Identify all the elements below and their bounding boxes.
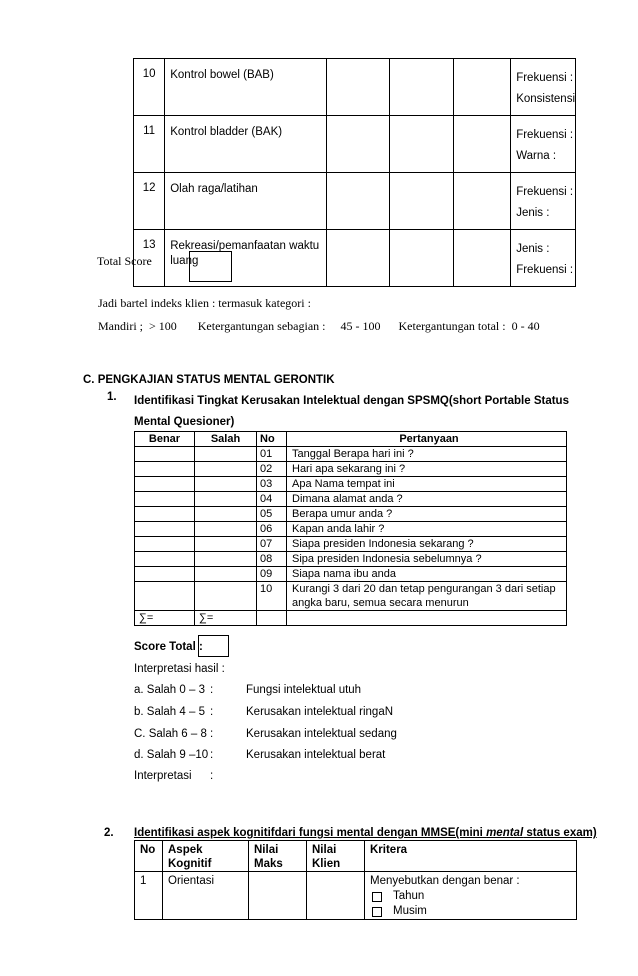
score-total-box[interactable] [198, 635, 229, 657]
interp-colon: : [210, 749, 214, 761]
question-text: Siapa nama ibu anda [287, 567, 567, 582]
item2-title-post: status exam) [523, 827, 597, 839]
header-benar: Benar [135, 432, 195, 447]
benar-cell[interactable] [135, 582, 195, 611]
salah-cell[interactable] [195, 492, 257, 507]
interp-range: Interpretasi [134, 770, 192, 782]
table-row [135, 507, 567, 522]
question-text: Dimana alamat anda ? [287, 492, 567, 507]
item1-title: Identifikasi Tingkat Kerusakan Intelektual dengan SPSMQ(short Portable Status Mental Quesioner) [134, 395, 569, 428]
question-no: 08 [257, 552, 287, 567]
activity-note [511, 173, 576, 230]
note-line: Frekuensi : [516, 186, 574, 198]
score-cell[interactable] [390, 230, 454, 287]
total-score-box[interactable] [189, 251, 232, 282]
question-no: 01 [257, 447, 287, 462]
spsmq-sum-row [135, 611, 567, 626]
score-cell[interactable] [390, 59, 454, 116]
interp-colon: : [210, 684, 214, 696]
option-label: Tahun [393, 890, 425, 902]
activity-name: Olah raga/latihan [165, 173, 327, 230]
total-score-label: Total Score [97, 254, 152, 268]
option-label: Musim [393, 905, 427, 917]
question-text: Sipa presiden Indonesia sebelumnya ? [287, 552, 567, 567]
header-pertanyaan: Pertanyaan [287, 432, 567, 447]
note-line: Frekuensi : [516, 129, 574, 141]
note-line: Jenis : [516, 243, 550, 255]
item2-title-italic: mental [486, 827, 524, 839]
question-no: 09 [257, 567, 287, 582]
score-cell[interactable] [454, 116, 511, 173]
mmse-table [134, 840, 577, 920]
table-row [134, 173, 576, 230]
question-no: 06 [257, 522, 287, 537]
interp-desc: Kerusakan intelektual berat [246, 749, 386, 761]
benar-cell[interactable] [135, 567, 195, 582]
note-line: Jenis : [516, 207, 550, 219]
sum-no-empty [257, 611, 287, 626]
table-row [135, 567, 567, 582]
table-row [135, 582, 567, 611]
checkbox-icon[interactable] [372, 892, 382, 902]
section-c-heading: C. PENGKAJIAN STATUS MENTAL GERONTIK [83, 374, 335, 386]
item2-title-pre: Identifikasi aspek kognitifdari fungsi mental dengan MMSE(mini [134, 827, 487, 839]
item2-title [134, 827, 597, 839]
benar-cell[interactable] [135, 477, 195, 492]
mmse-header-no: No [135, 841, 163, 872]
question-text: Siapa presiden Indonesia sekarang ? [287, 537, 567, 552]
sum-salah[interactable]: ∑= [195, 611, 257, 626]
activity-name: Kontrol bowel (BAB) [165, 59, 327, 116]
mmse-table-body [135, 872, 577, 920]
mmse-nilai-klien[interactable] [307, 872, 365, 920]
mmse-header-nilai-maks: Nilai Maks [249, 841, 307, 872]
activity-no: 12 [134, 173, 165, 230]
score-cell[interactable] [454, 230, 511, 287]
question-no: 10 [257, 582, 287, 611]
question-text: Kurangi 3 dari 20 dan tetap pengurangan 3 dari setiap angka baru, semua secara menurun [287, 582, 567, 611]
kriteria-intro: Menyebutkan dengan benar : [370, 875, 520, 887]
question-no: 03 [257, 477, 287, 492]
question-no: 05 [257, 507, 287, 522]
header-salah: Salah [195, 432, 257, 447]
table-row [135, 462, 567, 477]
mmse-no: 1 [135, 872, 163, 920]
interp-range: a. Salah 0 – 3 [134, 684, 205, 696]
sum-question-empty [287, 611, 567, 626]
benar-cell[interactable] [135, 462, 195, 477]
salah-cell[interactable] [195, 447, 257, 462]
mmse-header-kriteria: Kritera [365, 841, 577, 872]
interp-range: C. Salah 6 – 8 [134, 728, 207, 740]
activity-name: Kontrol bladder (BAK) [165, 116, 327, 173]
question-no: 04 [257, 492, 287, 507]
mmse-aspek: Orientasi [163, 872, 249, 920]
kriteria-option[interactable] [370, 904, 576, 919]
checkbox-icon[interactable] [372, 907, 382, 917]
mmse-kriteria [365, 872, 577, 920]
salah-cell[interactable] [195, 522, 257, 537]
table-row [135, 447, 567, 462]
activity-no: 13 [134, 230, 165, 287]
interp-desc: Kerusakan intelektual ringaN [246, 706, 394, 718]
benar-cell[interactable] [135, 492, 195, 507]
mmse-header-aspek: Aspek Kognitif [163, 841, 249, 872]
activity-name: Rekreasi/pemanfaatan waktu luang [165, 230, 327, 287]
header-no: No [257, 432, 287, 447]
question-no: 02 [257, 462, 287, 477]
bartel-index-line: Jadi bartel indeks klien : termasuk kategori : [98, 296, 311, 310]
benar-cell[interactable] [135, 507, 195, 522]
salah-cell[interactable] [195, 477, 257, 492]
interpretasi-label: Interpretasi hasil : [134, 663, 225, 675]
score-cell[interactable] [390, 116, 454, 173]
note-line: Frekuensi : [516, 264, 574, 276]
table-row [134, 59, 576, 116]
activity-note [511, 116, 576, 173]
mmse-nilai-maks[interactable] [249, 872, 307, 920]
benar-cell[interactable] [135, 537, 195, 552]
salah-cell[interactable] [195, 507, 257, 522]
interp-colon: : [210, 706, 214, 718]
score-cell[interactable] [326, 59, 389, 116]
table-row [135, 492, 567, 507]
interp-range: b. Salah 4 – 5 [134, 706, 205, 718]
question-text: Hari apa sekarang ini ? [287, 462, 567, 477]
activity-no: 11 [134, 116, 165, 173]
score-cell[interactable] [390, 173, 454, 230]
table-row [135, 522, 567, 537]
note-line: Warna : [516, 150, 557, 162]
score-cell[interactable] [326, 230, 389, 287]
score-total-label: Score Total : [134, 641, 203, 653]
question-text: Tanggal Berapa hari ini ? [287, 447, 567, 462]
salah-cell[interactable] [195, 537, 257, 552]
interp-range: d. Salah 9 –10 [134, 749, 209, 761]
mmse-header-row [135, 841, 577, 872]
table-row [135, 552, 567, 567]
kategori-line: Mandiri ; > 100 Ketergantungan sebagian : 45 - 100 Ketergantungan total : 0 - 40 [98, 319, 540, 333]
activity-note [511, 230, 576, 287]
activity-note [511, 59, 576, 116]
kriteria-option[interactable] [370, 889, 576, 904]
score-cell[interactable] [454, 173, 511, 230]
score-cell[interactable] [454, 59, 511, 116]
activity-no: 10 [134, 59, 165, 116]
item1-number: 1. [107, 391, 117, 403]
benar-cell[interactable] [135, 447, 195, 462]
table-row [134, 116, 576, 173]
salah-cell[interactable] [195, 582, 257, 611]
table-row [135, 477, 567, 492]
question-text: Berapa umur anda ? [287, 507, 567, 522]
salah-cell[interactable] [195, 552, 257, 567]
interp-desc: Fungsi intelektual utuh [246, 684, 362, 696]
table-row [135, 872, 577, 920]
interp-colon: : [210, 770, 214, 782]
sum-benar[interactable]: ∑= [135, 611, 195, 626]
benar-cell[interactable] [135, 522, 195, 537]
salah-cell[interactable] [195, 567, 257, 582]
question-text: Kapan anda lahir ? [287, 522, 567, 537]
table-row [135, 537, 567, 552]
salah-cell[interactable] [195, 462, 257, 477]
interp-desc: Kerusakan intelektual sedang [246, 728, 397, 740]
note-line: Konsistensi [516, 93, 575, 105]
benar-cell[interactable] [135, 552, 195, 567]
interp-colon: : [210, 728, 214, 740]
note-line: Frekuensi : [516, 72, 574, 84]
spsmq-table-body [135, 447, 567, 611]
spsmq-table [134, 431, 567, 626]
question-no: 07 [257, 537, 287, 552]
item2-number: 2. [104, 827, 114, 839]
mmse-header-nilai-klien: Nilai Klien [307, 841, 365, 872]
score-cell[interactable] [326, 116, 389, 173]
spsmq-header-row [135, 432, 567, 447]
score-cell[interactable] [326, 173, 389, 230]
question-text: Apa Nama tempat ini [287, 477, 567, 492]
